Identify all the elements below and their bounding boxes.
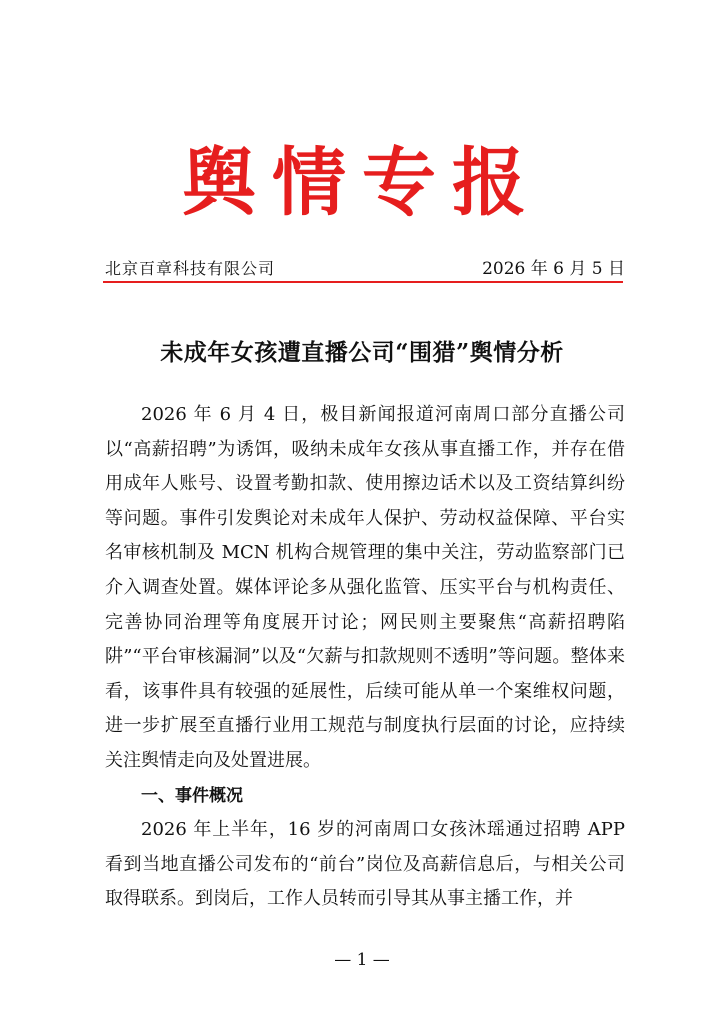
summary-paragraph: 2026 年 6 月 4 日，极目新闻报道河南周口部分直播公司以“高薪招聘”为诱饵，吸纳未成年女孩从事直播工作，并存在借用成年人账号、设置考勤扣款、使用擦边话术以及工资结算纠纷等问题。事件引发舆论对未成年人保护、劳动权益保障、平台实名审核机制及 MCN 机构合规管理的集中关注，劳动监察部门已介入调查处置。媒体评论多从强化监管、压实平台与机构责任、完善协同治理等角度展开讨论；网民则主要聚焦“高薪招聘陷阱”“平台审核漏洞”以及“欠薪与扣款规则不透明”等问题。整体来看，该事件具有较强的延展性，后续可能从单一个案维权问题，进一步扩展至直播行业用工规范与制度执行层面的讨论，应持续关注舆情走向及处置进展。 xyxy=(105,404,625,771)
red-divider xyxy=(103,281,623,283)
issuer-name: 北京百章科技有限公司 xyxy=(105,259,276,278)
section-heading: 一、事件概况 xyxy=(141,785,243,806)
issue-date: 2026 年 6 月 5 日 xyxy=(482,259,625,279)
issuer-row xyxy=(105,256,625,282)
document-title: 未成年女孩遭直播公司“围猎”舆情分析 xyxy=(160,339,564,366)
body-text xyxy=(105,398,625,917)
page-number: — 1 — xyxy=(334,950,390,970)
masthead-title: 舆情专报 xyxy=(182,140,542,226)
section-paragraph: 2026 年上半年，16 岁的河南周口女孩沐瑶通过招聘 APP 看到当地直播公司发布的“前台”岗位及高薪信息后，与相关公司取得联系。到岗后，工作人员转而引导其从事主播工作，并 xyxy=(105,819,625,910)
